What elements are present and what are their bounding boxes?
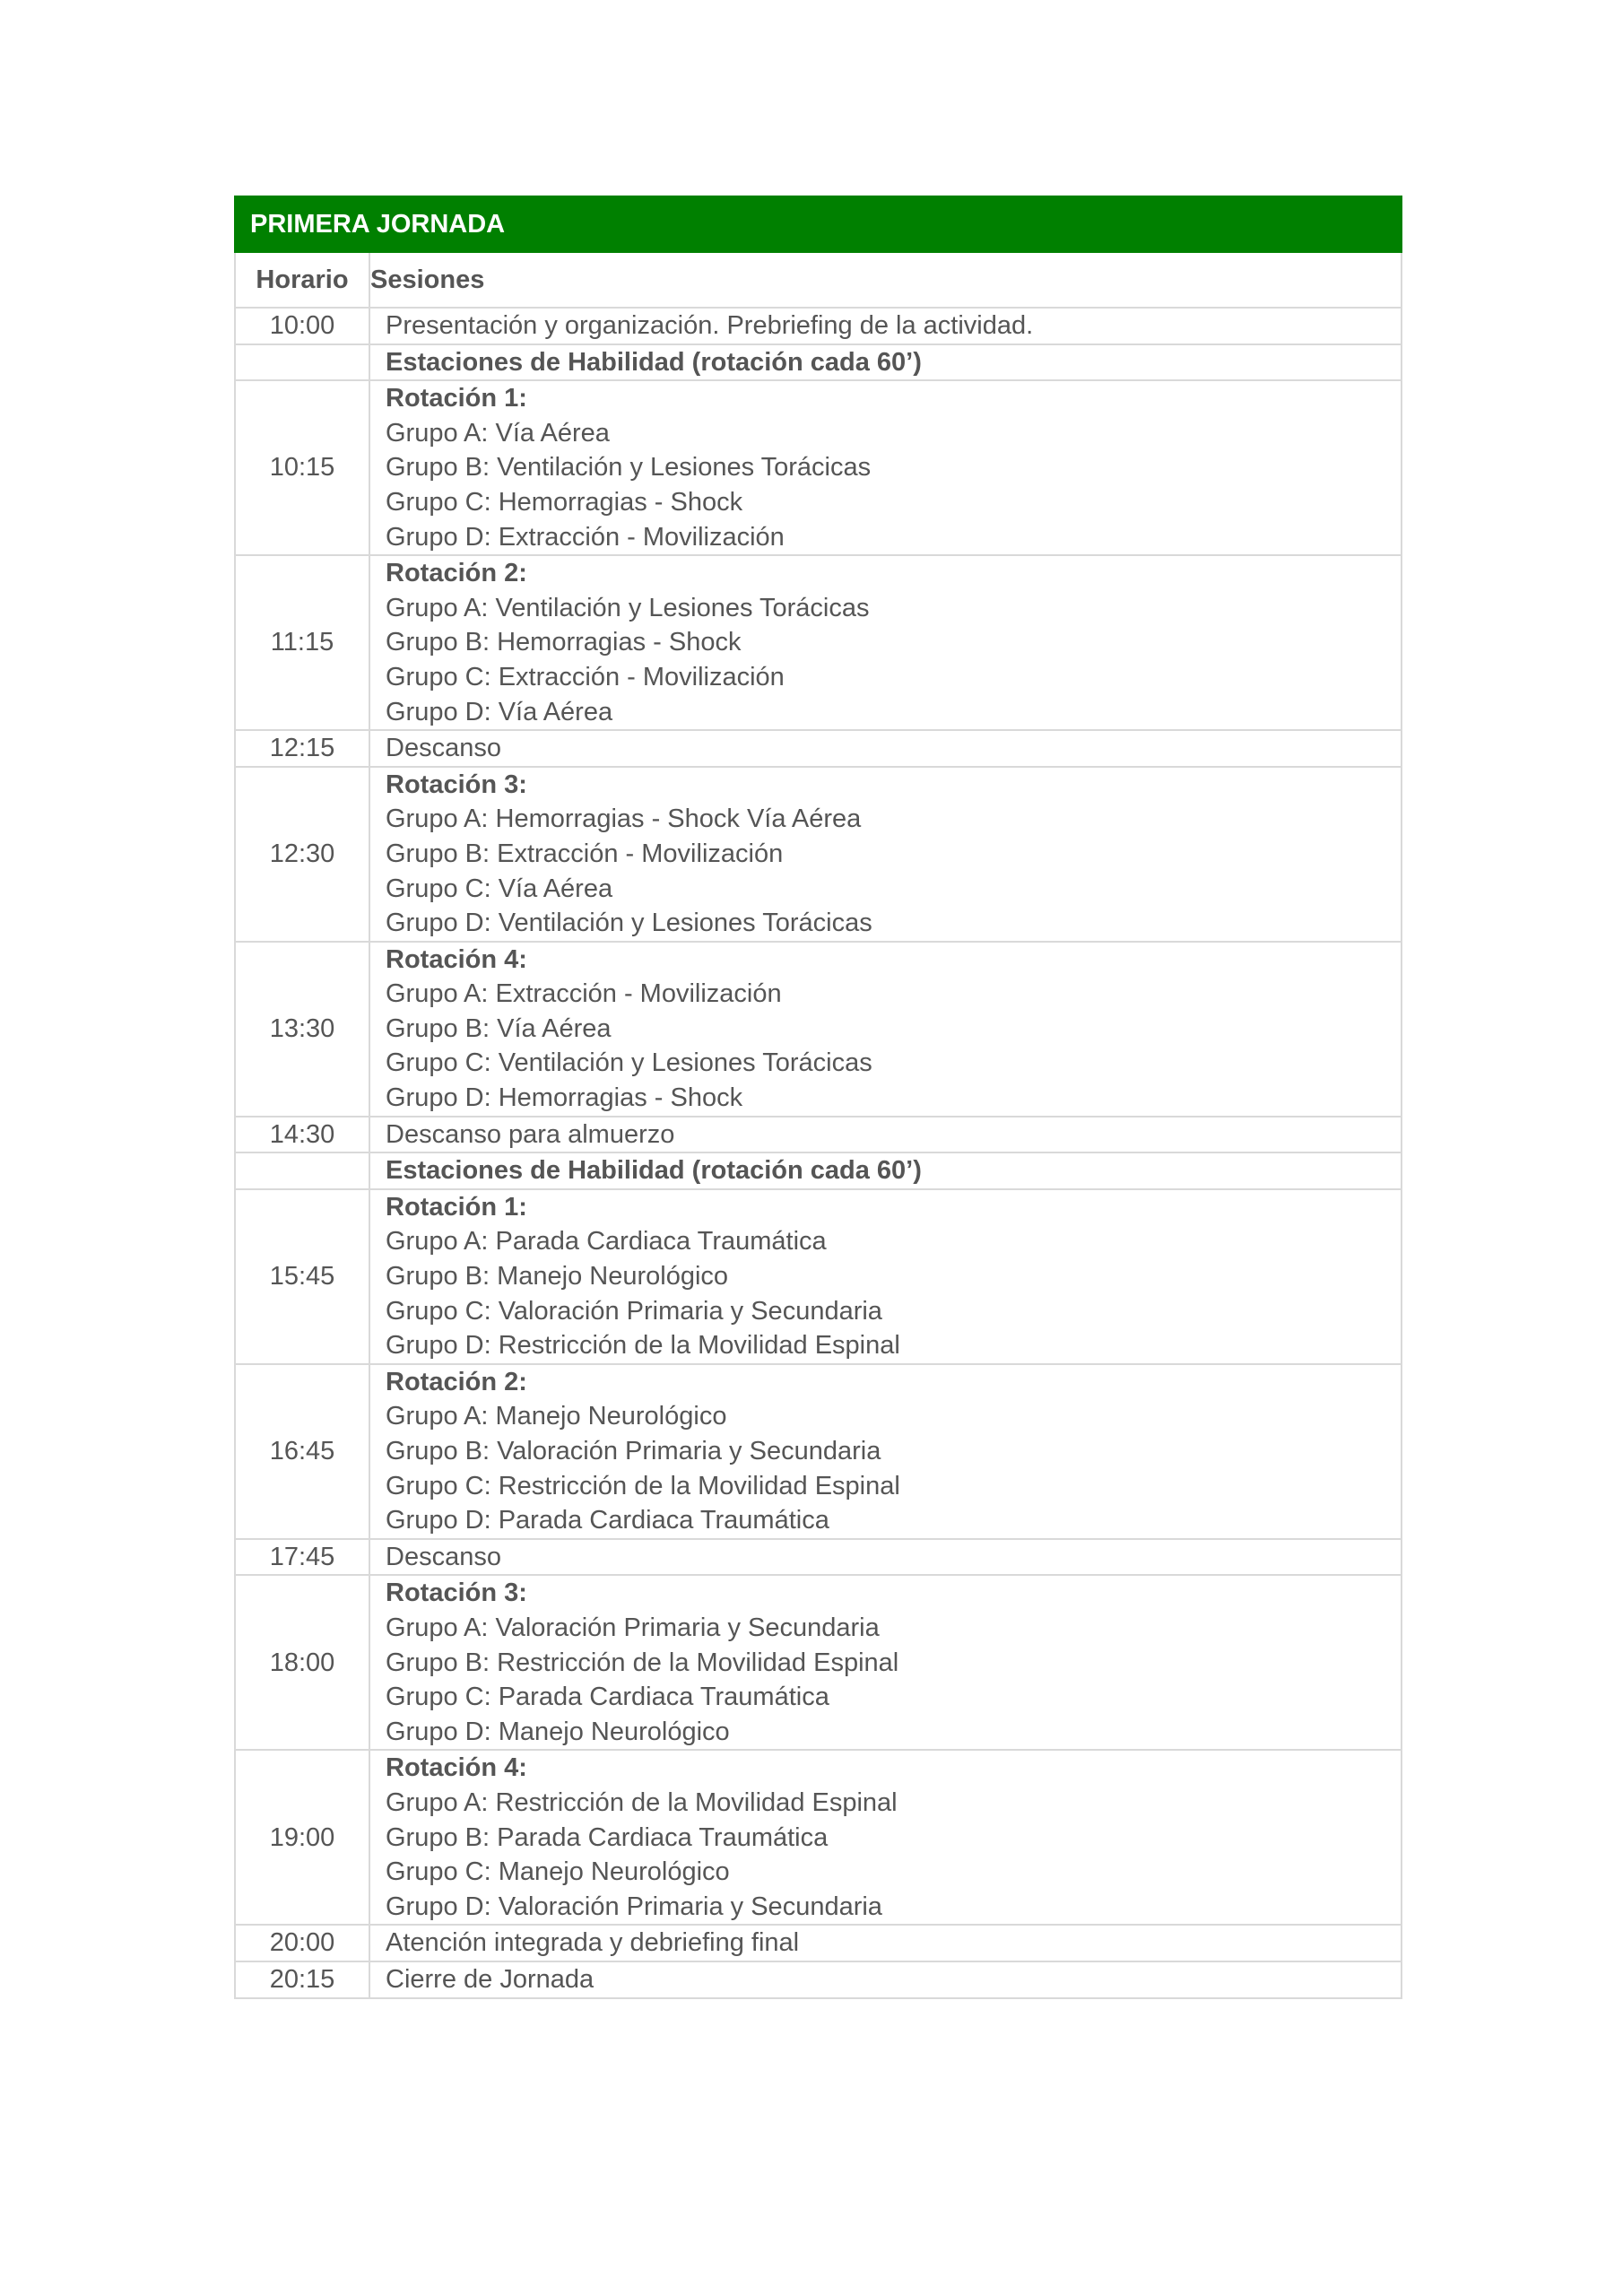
- session-line: Grupo D: Ventilación y Lesiones Torácicas: [386, 909, 872, 938]
- session-cell: [369, 1364, 1402, 1539]
- session-line: Grupo A: Hemorragias - Shock Vía Aérea: [386, 804, 862, 834]
- session-cell: [369, 942, 1402, 1117]
- header-horario: Horario: [235, 252, 369, 308]
- session-line: Grupo B: Vía Aérea: [386, 1013, 612, 1043]
- session-line: Grupo A: Extracción - Movilización: [386, 979, 782, 1009]
- header-row: [235, 252, 1402, 308]
- session-line: Grupo C: Parada Cardiaca Traumática: [386, 1683, 829, 1712]
- session-line: Descanso: [386, 734, 501, 763]
- table-row: [235, 942, 1402, 1117]
- title-row: [235, 196, 1402, 252]
- session-cell: [369, 1189, 1402, 1364]
- table-row: [235, 1189, 1402, 1364]
- table-row: [235, 308, 1402, 344]
- schedule-body: [235, 308, 1402, 1998]
- time-cell: 14:30: [235, 1117, 369, 1153]
- table-row: [235, 1539, 1402, 1576]
- table-row: [235, 555, 1402, 730]
- time-cell: 15:45: [235, 1189, 369, 1364]
- session-line: Grupo D: Extracción - Movilización: [386, 522, 785, 552]
- table-row: [235, 1750, 1402, 1925]
- session-cell: [369, 344, 1402, 381]
- session-heading: Rotación 1:: [386, 1192, 527, 1222]
- session-cell: [369, 1575, 1402, 1750]
- session-line: Grupo A: Restricción de la Movilidad Espinal: [386, 1787, 898, 1817]
- session-heading: Estaciones de Habilidad (rotación cada 60’): [386, 1156, 922, 1186]
- session-heading: Rotación 1:: [386, 384, 527, 413]
- session-line: Grupo C: Ventilación y Lesiones Torácicas: [386, 1048, 872, 1078]
- table-title: PRIMERA JORNADA: [235, 196, 1402, 252]
- session-cell: [369, 1961, 1402, 1998]
- table-row: [235, 380, 1402, 555]
- table-row: [235, 1575, 1402, 1750]
- time-cell: 20:00: [235, 1925, 369, 1961]
- session-line: Grupo B: Valoración Primaria y Secundaria: [386, 1437, 881, 1465]
- session-cell: [369, 555, 1402, 730]
- session-cell: [369, 1539, 1402, 1576]
- session-line: Grupo C: Extracción - Movilización: [386, 662, 785, 691]
- session-line: Cierre de Jornada: [386, 1964, 595, 1994]
- time-cell: 16:45: [235, 1364, 369, 1539]
- table-row: [235, 730, 1402, 767]
- session-line: Grupo B: Hemorragias - Shock: [386, 628, 742, 657]
- table-row: [235, 1925, 1402, 1961]
- session-line: Grupo D: Hemorragias - Shock: [386, 1083, 743, 1113]
- session-line: Grupo C: Vía Aérea: [386, 874, 613, 903]
- time-cell: 12:15: [235, 730, 369, 767]
- session-line: Grupo C: Valoración Primaria y Secundaria: [386, 1296, 882, 1326]
- time-cell: 10:15: [235, 380, 369, 555]
- time-cell: [235, 344, 369, 381]
- time-cell: 19:00: [235, 1750, 369, 1925]
- header-sesiones: Sesiones: [369, 252, 1402, 308]
- table-row: [235, 1117, 1402, 1153]
- session-heading: Rotación 3:: [386, 770, 527, 799]
- session-line: Grupo D: Manejo Neurológico: [386, 1717, 730, 1746]
- session-cell: [369, 767, 1402, 942]
- time-cell: 10:00: [235, 308, 369, 344]
- session-heading: Estaciones de Habilidad (rotación cada 60’): [386, 347, 922, 377]
- table-row: [235, 767, 1402, 942]
- session-heading: Rotación 4:: [386, 1753, 527, 1783]
- session-line: Descanso: [386, 1542, 501, 1571]
- session-line: Grupo B: Manejo Neurológico: [386, 1262, 729, 1292]
- session-line: Grupo D: Vía Aérea: [386, 697, 613, 726]
- session-cell: [369, 1152, 1402, 1189]
- session-heading: Rotación 3:: [386, 1578, 527, 1608]
- time-cell: 18:00: [235, 1575, 369, 1750]
- time-cell: 13:30: [235, 942, 369, 1117]
- session-line: Grupo B: Parada Cardiaca Traumática: [386, 1822, 829, 1852]
- time-cell: 20:15: [235, 1961, 369, 1998]
- time-cell: [235, 1152, 369, 1189]
- session-line: Grupo A: Manejo Neurológico: [386, 1402, 727, 1431]
- schedule-table: [234, 196, 1402, 1999]
- table-row: [235, 344, 1402, 381]
- session-line: Grupo D: Restricción de la Movilidad Espinal: [386, 1331, 900, 1361]
- session-line: Atención integrada y debriefing final: [386, 1928, 800, 1958]
- session-cell: [369, 308, 1402, 344]
- session-heading: Rotación 2:: [386, 1367, 527, 1396]
- session-cell: [369, 1925, 1402, 1961]
- session-line: Descanso para almuerzo: [386, 1119, 675, 1149]
- table-row: [235, 1364, 1402, 1539]
- session-cell: [369, 1117, 1402, 1153]
- session-line: Grupo B: Extracción - Movilización: [386, 839, 784, 868]
- session-line: Grupo A: Ventilación y Lesiones Torácicas: [386, 593, 870, 622]
- table-row: [235, 1961, 1402, 1998]
- session-cell: [369, 1750, 1402, 1925]
- session-heading: Rotación 2:: [386, 559, 527, 588]
- time-cell: 11:15: [235, 555, 369, 730]
- session-line: Presentación y organización. Prebriefing de la actividad.: [386, 311, 1034, 340]
- session-line: Grupo D: Parada Cardiaca Traumática: [386, 1506, 829, 1535]
- session-line: Grupo A: Parada Cardiaca Traumática: [386, 1227, 827, 1257]
- session-cell: [369, 380, 1402, 555]
- session-line: Grupo B: Ventilación y Lesiones Torácicas: [386, 453, 872, 483]
- time-cell: 12:30: [235, 767, 369, 942]
- session-line: Grupo C: Hemorragias - Shock: [386, 487, 743, 517]
- session-line: Grupo A: Vía Aérea: [386, 418, 610, 448]
- session-line: Grupo A: Valoración Primaria y Secundaria: [386, 1613, 880, 1642]
- session-line: Grupo D: Valoración Primaria y Secundaria: [386, 1892, 882, 1921]
- session-line: Grupo B: Restricción de la Movilidad Espinal: [386, 1648, 899, 1677]
- time-cell: 17:45: [235, 1539, 369, 1576]
- session-line: Grupo C: Manejo Neurológico: [386, 1857, 730, 1887]
- session-line: Grupo C: Restricción de la Movilidad Espinal: [386, 1471, 900, 1500]
- table-row: [235, 1152, 1402, 1189]
- session-heading: Rotación 4:: [386, 944, 527, 974]
- session-cell: [369, 730, 1402, 767]
